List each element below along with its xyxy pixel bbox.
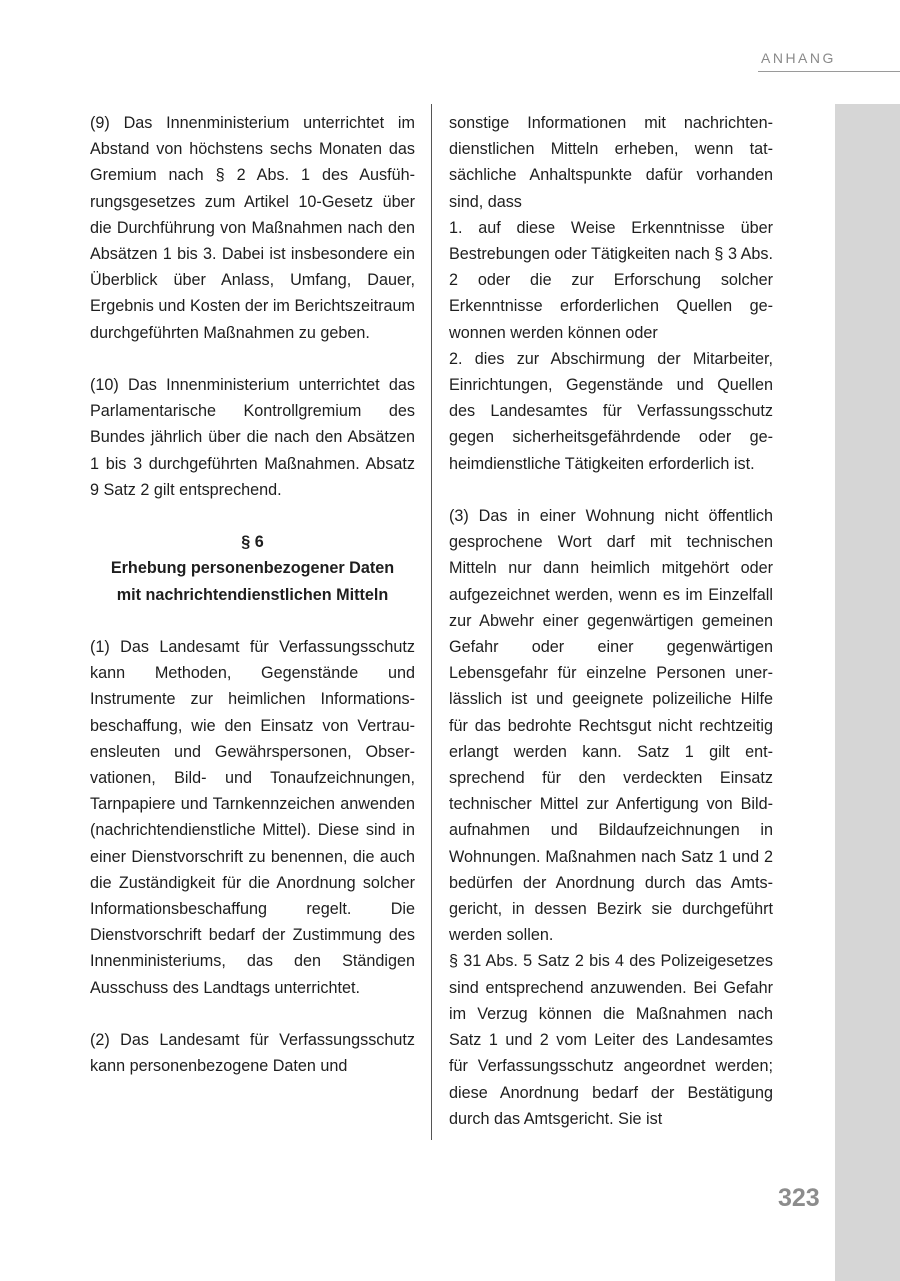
running-header: ANHANG	[761, 50, 836, 66]
paragraph-3-continued: § 31 Abs. 5 Satz 2 bis 4 des Polizeigesetzes sind entsprechend anzuwenden. Bei Gefahr im Verzug können die Maßnahmen nach Satz 1 und 2 vom Leiter des Landesamtes für Verfassungsschutz angeordnet werden; diese Anordnung bedarf der Bestätigung durch das Amtsgericht. Sie ist	[449, 952, 773, 1128]
paragraph-9: (9) Das Innenministerium unterrichtet im Abstand von höchstens sechs Monaten das Gremium nach § 2 Abs. 1 des Ausführungsgesetzes zum Artikel 10-Gesetz über die Durchführung von Maßnahmen nach den Absätzen 1 bis 3. Dabei ist insbesondere ein Überblick über Anlass, Umfang, Dauer, Ergebnis und Kosten der im Berichtszeitraum durchgeführten Maßnahmen zu geben.	[90, 114, 415, 342]
header-rule	[758, 71, 900, 72]
right-column	[449, 110, 773, 1132]
page-number: 323	[778, 1184, 820, 1212]
list-item-1: 1. auf diese Weise Erkenntnisse über Bestrebungen oder Tätigkeiten nach § 3 Abs. 2 oder die zur Erforschung solcher Erkenntnisse erforderlichen Quellen gewonnen werden können oder	[449, 218, 773, 342]
paragraph-2-continued: sonstige Informationen mit nachrichtendienstlichen Mitteln erheben, wenn tatsächliche Anhaltspunkte dafür vorhanden sind, dass	[449, 114, 773, 211]
column-divider	[431, 104, 432, 1140]
paragraph-1: (1) Das Landesamt für Verfassungsschutz kann Methoden, Gegenstände und Instrumente zur heimlichen Informationsbeschaffung, wie den Einsatz von Vertrauensleuten und Gewährspersonen, Observationen, Bild- und Tonaufzeichnungen, Tarnpapiere und Tarnkennzeichen anwenden (nachrichtendienstliche Mittel). Diese sind in einer Dienstvorschrift zu benennen, die auch die Zuständigkeit für die Anordnung solcher Informationsbeschaffung regelt. Die Dienstvorschrift bedarf der Zustimmung des Innenministeriums, das den Ständigen Ausschuss des Landtags unterrichtet.	[90, 638, 415, 997]
paragraph-2-start: (2) Das Landesamt für Verfassungsschutz kann personenbezogene Daten und	[90, 1031, 415, 1076]
list-item-2: 2. dies zur Abschirmung der Mitarbeiter, Einrichtungen, Gegenstände und Quellen des Landesamtes für Verfassungsschutz gegen sicherheitsgefährdende oder geheimdienstliche Tätigkeiten erforderlich ist.	[449, 349, 773, 473]
section-title-line-2: mit nachrichtendienstlichen Mitteln	[116, 585, 389, 604]
section-heading	[90, 529, 415, 608]
margin-thumb-bar	[835, 104, 900, 1281]
left-column	[90, 110, 415, 1079]
section-title-line-1: Erhebung personenbezogener Daten	[110, 559, 395, 578]
paragraph-10: (10) Das Innenministerium unterrichtet das Parlamentarische Kontrollgremium des Bundes jährlich über die nach den Absätzen 1 bis 3 durchgeführten Maßnahmen. Absatz 9 Satz 2 gilt entsprechend.	[90, 376, 415, 499]
paragraph-3: (3) Das in einer Wohnung nicht öffentlich gesprochene Wort darf mit technischen Mitteln nur dann heimlich mitgehört oder aufgezeichnet werden, wenn es im Einzelfall zur Abwehr einer gegenwärtigen gemeinen Gefahr oder einer gegenwärtigen Lebensgefahr für einzelne Personen unerlässlich ist und geeignete polizeiliche Hilfe für das bedrohte Rechtsgut nicht rechtzeitig erlangt werden kann. Satz 1 gilt entsprechend für den verdeckten Einsatz technischer Mittel zur Anfertigung von Bildaufnahmen und Bildaufzeichnungen in Wohnungen. Maßnahmen nach Satz 1 und 2 bedürfen der Anordnung durch das Amtsgericht, in dessen Bezirk sie durchgeführt werden sollen.	[449, 507, 773, 945]
section-number: § 6	[241, 533, 264, 552]
